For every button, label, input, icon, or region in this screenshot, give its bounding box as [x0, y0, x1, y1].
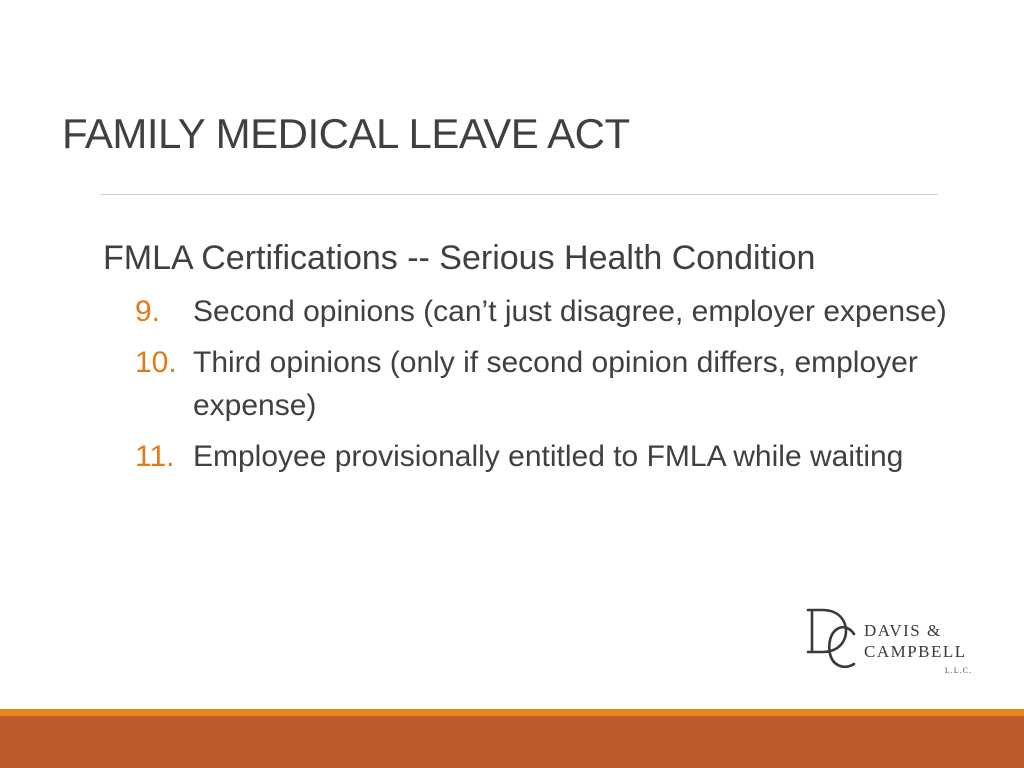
list-item-text: Employee provisionally entitled to FMLA while waiting: [193, 440, 904, 473]
list-item-number: 10.: [135, 346, 177, 379]
footer-bar: [0, 716, 1024, 768]
title-divider: [100, 194, 938, 195]
list-item-number: 9.: [135, 295, 161, 328]
list-item-text: Second opinions (can’t just disagree, employer expense): [193, 295, 947, 328]
slide-body: [103, 234, 963, 486]
section-heading: FMLA Certifications -- Serious Health Condition: [103, 239, 816, 277]
list-item: [103, 290, 963, 333]
numbered-list: [103, 290, 963, 478]
logo-llc: L.L.C.: [944, 666, 972, 675]
list-item-text: Third opinions (only if second opinion differs, employer expense): [193, 346, 918, 422]
list-item: [103, 341, 963, 427]
logo-line-campbell: CAMPBELL: [864, 642, 967, 661]
company-logo: [806, 604, 986, 684]
list-item: [103, 435, 963, 478]
logo-wordmark: [864, 620, 967, 662]
dc-monogram-logo: [806, 604, 858, 674]
footer-accent-stripe: [0, 709, 1024, 716]
slide-title: FAMILY MEDICAL LEAVE ACT: [62, 110, 630, 157]
list-item-number: 11.: [135, 440, 175, 473]
logo-line-davis: DAVIS &: [864, 621, 942, 640]
